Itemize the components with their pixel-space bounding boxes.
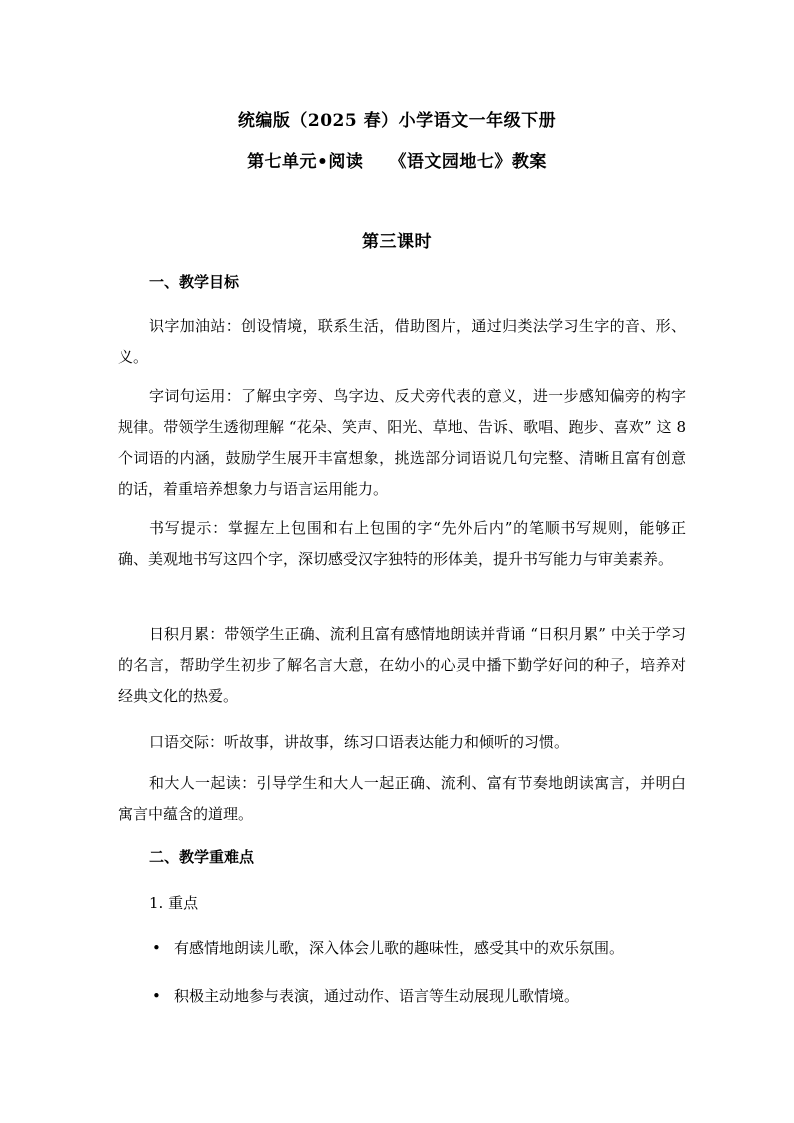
lesson-title: 第三课时 (362, 232, 432, 252)
document-subtitle (0, 147, 794, 172)
goal-paragraph: 识字加油站：创设情境，联系生活，借助图片，通过归类法学习生字的音、形、义。 (118, 317, 686, 366)
goal-paragraph: 日积月累：带领学生正确、流利且富有感情地朗读并背诵 “日积月累” 中关于学习的名言，帮助学生初步了解名言大意，在幼小的心灵中播下勤学好问的种子，培养对经典文化的热爱。 (118, 625, 686, 705)
key-points-label: 1. 重点 (149, 894, 199, 912)
list-item (152, 937, 624, 958)
goal-paragraph: 和大人一起读：引导学生和大人一起正确、流利、富有节奏地朗读寓言，并明白寓言中蕴含的道理。 (118, 774, 686, 823)
list-item-text: 积极主动地参与表演，通过动作、语言等生动展现儿歌情境。 (174, 987, 580, 1005)
bullet-icon: • (152, 939, 161, 957)
bullet-icon: • (152, 987, 161, 1005)
document-title: 统编版（2025 春）小学语文一年级下册 (237, 111, 557, 131)
lesson-plan-name: 《语文园地七》教案 (389, 152, 547, 172)
section-heading-key-points: 二、教学重难点 (149, 848, 255, 866)
unit-label: 第七单元•阅读 (247, 152, 364, 172)
list-item-text: 有感情地朗读儿歌，深入体会儿歌的趣味性，感受其中的欢乐氛围。 (174, 939, 625, 957)
goal-paragraph: 字词句运用：了解虫字旁、鸟字边、反犬旁代表的意义，进一步感知偏旁的构字规律。带领学生透彻理解 “花朵、笑声、阳光、草地、告诉、歌唱、跑步、喜欢” 这 8 个词语的内涵，鼓励学生展开丰富想象，挑选部分词语说几句完整、清晰且富有创意的话，着重培养想象力与语言运用能力。 (118, 387, 686, 498)
section-heading-goals: 一、教学目标 (149, 273, 240, 291)
list-item (152, 985, 579, 1006)
goal-paragraph: 口语交际：听故事，讲故事，练习口语表达能力和倾听的习惯。 (149, 733, 570, 751)
goal-paragraph: 书写提示：掌握左上包围和右上包围的字“先外后内”的笔顺书写规则，能够正确、美观地书写这四个字，深切感受汉字独特的形体美，提升书写能力与审美素养。 (118, 519, 686, 568)
